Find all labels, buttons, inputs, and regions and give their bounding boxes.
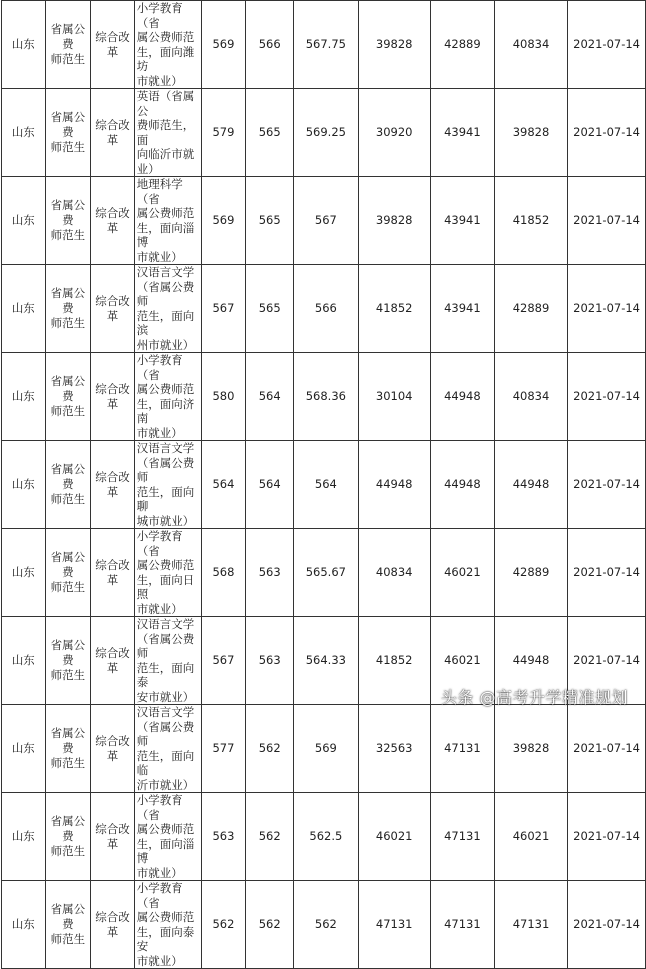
min-score-cell	[246, 441, 294, 529]
batch-cell	[91, 881, 135, 969]
major-cell	[134, 529, 201, 617]
batch-cell-text: 综合改革	[95, 117, 130, 147]
avg-rank-cell-text: 39828	[512, 125, 550, 139]
min-score-cell	[246, 89, 294, 177]
major-cell	[134, 441, 201, 529]
min-rank-cell	[430, 881, 494, 969]
min-score-cell	[246, 177, 294, 265]
min-score-cell-text: 565	[258, 125, 281, 139]
student-type-cell-text: 省属公费 师范生	[50, 286, 86, 330]
avg-score-cell-text: 562.5	[309, 829, 343, 843]
max-score-cell	[201, 793, 245, 881]
student-type-cell	[45, 353, 91, 441]
batch-cell-text: 综合改革	[95, 645, 130, 675]
min-score-cell-text: 564	[258, 389, 281, 403]
table-row	[2, 529, 646, 617]
date-cell	[568, 793, 646, 881]
max-score-cell	[201, 353, 245, 441]
max-rank-cell	[358, 793, 430, 881]
batch-cell-text: 综合改革	[95, 205, 130, 235]
date-cell	[568, 881, 646, 969]
min-score-cell	[246, 617, 294, 705]
batch-cell-text: 综合改革	[95, 733, 130, 763]
avg-score-cell-text: 564.33	[305, 653, 346, 667]
max-rank-cell	[358, 1, 430, 89]
province-cell-text: 山东	[11, 653, 35, 667]
min-score-cell-text: 562	[258, 741, 281, 755]
max-score-cell-text: 579	[212, 125, 235, 139]
avg-rank-cell	[494, 441, 567, 529]
avg-rank-cell	[494, 265, 567, 353]
min-rank-cell-text: 42889	[444, 37, 481, 51]
province-cell	[2, 793, 46, 881]
max-score-cell-text: 577	[212, 741, 235, 755]
student-type-cell-text: 省属公费 师范生	[50, 814, 86, 858]
max-rank-cell-text: 30920	[375, 125, 413, 139]
max-rank-cell-text: 39828	[375, 213, 413, 227]
major-cell	[134, 89, 201, 177]
province-cell-text: 山东	[11, 917, 35, 931]
watermark: 头条 @高考升学精准规划	[440, 688, 628, 707]
date-cell	[568, 529, 646, 617]
max-score-cell	[201, 177, 245, 265]
max-rank-cell	[358, 441, 430, 529]
province-cell	[2, 265, 46, 353]
date-cell	[568, 265, 646, 353]
table-row	[2, 793, 646, 881]
min-rank-cell-text: 46021	[444, 565, 481, 579]
min-score-cell-text: 563	[258, 565, 281, 579]
max-score-cell-text: 569	[212, 213, 235, 227]
max-rank-cell	[358, 881, 430, 969]
student-type-cell-text: 省属公费 师范生	[50, 550, 86, 594]
province-cell-text: 山东	[11, 389, 35, 403]
avg-rank-cell-text: 40834	[512, 389, 550, 403]
avg-score-cell-text: 565.67	[305, 565, 346, 579]
batch-cell	[91, 353, 135, 441]
date-cell-text: 2021-07-14	[573, 213, 640, 227]
table-row	[2, 441, 646, 529]
max-score-cell-text: 580	[212, 389, 235, 403]
max-score-cell	[201, 617, 245, 705]
max-rank-cell	[358, 617, 430, 705]
table-row	[2, 89, 646, 177]
batch-cell	[91, 529, 135, 617]
max-rank-cell	[358, 353, 430, 441]
max-score-cell	[201, 1, 245, 89]
avg-rank-cell-text: 47131	[512, 917, 550, 931]
max-score-cell-text: 569	[212, 37, 235, 51]
min-score-cell-text: 565	[258, 213, 281, 227]
max-score-cell-text: 564	[212, 477, 235, 491]
avg-rank-cell-text: 44948	[512, 477, 550, 491]
max-rank-cell-text: 32563	[375, 741, 413, 755]
batch-cell	[91, 265, 135, 353]
province-cell	[2, 353, 46, 441]
avg-score-cell-text: 567	[314, 213, 337, 227]
max-rank-cell-text: 39828	[375, 37, 413, 51]
major-cell	[134, 177, 201, 265]
avg-score-cell	[294, 617, 358, 705]
max-score-cell	[201, 265, 245, 353]
batch-cell	[91, 89, 135, 177]
min-rank-cell	[430, 177, 494, 265]
avg-rank-cell-text: 41852	[512, 213, 550, 227]
min-score-cell	[246, 265, 294, 353]
avg-score-cell	[294, 89, 358, 177]
table-row	[2, 353, 646, 441]
batch-cell-text: 综合改革	[95, 909, 130, 939]
avg-score-cell	[294, 265, 358, 353]
batch-cell	[91, 617, 135, 705]
batch-cell	[91, 793, 135, 881]
avg-rank-cell	[494, 793, 567, 881]
avg-rank-cell	[494, 529, 567, 617]
max-score-cell	[201, 881, 245, 969]
date-cell-text: 2021-07-14	[573, 37, 640, 51]
max-rank-cell	[358, 89, 430, 177]
major-cell	[134, 793, 201, 881]
min-score-cell-text: 566	[258, 37, 281, 51]
major-cell	[134, 1, 201, 89]
avg-score-cell	[294, 793, 358, 881]
avg-score-cell	[294, 529, 358, 617]
student-type-cell	[45, 793, 91, 881]
avg-rank-cell	[494, 89, 567, 177]
province-cell-text: 山东	[11, 213, 35, 227]
province-cell-text: 山东	[11, 301, 35, 315]
avg-score-cell	[294, 441, 358, 529]
min-score-cell	[246, 1, 294, 89]
avg-score-cell-text: 568.36	[305, 389, 346, 403]
date-cell	[568, 89, 646, 177]
major-cell	[134, 881, 201, 969]
student-type-cell	[45, 881, 91, 969]
student-type-cell-text: 省属公费 师范生	[50, 374, 86, 418]
max-score-cell	[201, 89, 245, 177]
major-cell-text: 小学教育（省 属公费师范 生，面向潍坊 市就业）	[136, 1, 195, 88]
max-rank-cell-text: 46021	[375, 829, 413, 843]
min-rank-cell-text: 44948	[444, 477, 481, 491]
date-cell	[568, 1, 646, 89]
province-cell-text: 山东	[11, 829, 35, 843]
student-type-cell	[45, 89, 91, 177]
avg-rank-cell	[494, 1, 567, 89]
date-cell-text: 2021-07-14	[573, 829, 640, 843]
province-cell-text: 山东	[11, 37, 35, 51]
avg-score-cell	[294, 353, 358, 441]
min-rank-cell	[430, 265, 494, 353]
min-score-cell	[246, 353, 294, 441]
batch-cell-text: 综合改革	[95, 29, 130, 59]
province-cell-text: 山东	[11, 125, 35, 139]
min-rank-cell-text: 43941	[444, 125, 481, 139]
province-cell-text: 山东	[11, 741, 35, 755]
max-score-cell-text: 567	[212, 653, 235, 667]
avg-score-cell-text: 564	[314, 477, 337, 491]
avg-rank-cell-text: 39828	[512, 741, 550, 755]
province-cell	[2, 881, 46, 969]
major-cell-text: 汉语言文学 （省属公费师 范生，面向临 沂市就业）	[136, 705, 195, 792]
student-type-cell-text: 省属公费 师范生	[50, 198, 86, 242]
max-rank-cell-text: 47131	[375, 917, 413, 931]
major-cell-text: 汉语言文学 （省属公费师 范生，面向聊 城市就业）	[136, 441, 195, 528]
avg-rank-cell-text: 40834	[512, 37, 550, 51]
avg-rank-cell-text: 42889	[512, 565, 550, 579]
province-cell	[2, 177, 46, 265]
date-cell	[568, 441, 646, 529]
avg-score-cell-text: 562	[314, 917, 337, 931]
min-rank-cell-text: 47131	[444, 741, 481, 755]
date-cell	[568, 353, 646, 441]
student-type-cell	[45, 1, 91, 89]
batch-cell	[91, 441, 135, 529]
avg-score-cell	[294, 177, 358, 265]
admission-score-table	[1, 0, 646, 969]
min-rank-cell	[430, 353, 494, 441]
date-cell-text: 2021-07-14	[573, 917, 640, 931]
major-cell-text: 小学教育（省 属公费师范 生，面向济南 市就业）	[136, 353, 195, 440]
table-row	[2, 265, 646, 353]
table-row	[2, 881, 646, 969]
max-score-cell	[201, 441, 245, 529]
batch-cell-text: 综合改革	[95, 557, 130, 587]
avg-rank-cell-text: 42889	[512, 301, 550, 315]
province-cell-text: 山东	[11, 477, 35, 491]
max-rank-cell-text: 30104	[375, 389, 413, 403]
avg-rank-cell-text: 44948	[512, 653, 550, 667]
table-body	[2, 1, 646, 969]
min-score-cell-text: 563	[258, 653, 281, 667]
max-score-cell-text: 563	[212, 829, 235, 843]
student-type-cell-text: 省属公费 师范生	[50, 22, 86, 66]
province-cell	[2, 441, 46, 529]
min-rank-cell-text: 47131	[444, 829, 481, 843]
min-score-cell	[246, 881, 294, 969]
avg-rank-cell	[494, 881, 567, 969]
min-score-cell-text: 562	[258, 829, 281, 843]
date-cell	[568, 177, 646, 265]
major-cell-text: 地理科学（省 属公费师范 生，面向淄博 市就业）	[136, 177, 195, 264]
min-rank-cell	[430, 89, 494, 177]
province-cell	[2, 617, 46, 705]
avg-score-cell	[294, 1, 358, 89]
min-rank-cell	[430, 793, 494, 881]
max-score-cell-text: 567	[212, 301, 235, 315]
max-rank-cell-text: 40834	[375, 565, 413, 579]
min-rank-cell-text: 43941	[444, 301, 481, 315]
max-rank-cell-text: 41852	[375, 653, 413, 667]
province-cell	[2, 89, 46, 177]
max-score-cell	[201, 529, 245, 617]
min-score-cell	[246, 793, 294, 881]
student-type-cell	[45, 265, 91, 353]
max-rank-cell	[358, 177, 430, 265]
avg-score-cell	[294, 881, 358, 969]
min-rank-cell	[430, 529, 494, 617]
table-row	[2, 177, 646, 265]
student-type-cell-text: 省属公费 师范生	[50, 638, 86, 682]
avg-rank-cell	[494, 353, 567, 441]
min-rank-cell	[430, 441, 494, 529]
batch-cell	[91, 177, 135, 265]
avg-score-cell-text: 569.25	[305, 125, 346, 139]
date-cell-text: 2021-07-14	[573, 125, 640, 139]
min-score-cell-text: 562	[258, 917, 281, 931]
province-cell-text: 山东	[11, 565, 35, 579]
major-cell-text: 小学教育（省 属公费师范 生，面向淄博 市就业）	[136, 793, 195, 880]
min-score-cell-text: 564	[258, 477, 281, 491]
province-cell	[2, 1, 46, 89]
max-rank-cell-text: 44948	[375, 477, 413, 491]
min-rank-cell-text: 46021	[444, 653, 481, 667]
min-rank-cell	[430, 1, 494, 89]
major-cell-text: 汉语言文学 （省属公费师 范生，面向滨 州市就业）	[136, 265, 195, 352]
batch-cell-text: 综合改革	[95, 469, 130, 499]
major-cell-text: 小学教育（省 属公费师范 生，面向日照 市就业）	[136, 529, 195, 616]
province-cell	[2, 529, 46, 617]
student-type-cell	[45, 617, 91, 705]
min-rank-cell-text: 44948	[444, 389, 481, 403]
major-cell-text: 汉语言文学 （省属公费师 范生，面向泰 安市就业）	[136, 617, 195, 704]
student-type-cell-text: 省属公费 师范生	[50, 462, 86, 506]
min-rank-cell-text: 47131	[444, 917, 481, 931]
date-cell-text: 2021-07-14	[573, 653, 640, 667]
date-cell-text: 2021-07-14	[573, 741, 640, 755]
student-type-cell-text: 省属公费 师范生	[50, 902, 86, 946]
major-cell-text: 英语（省属公 费师范生，面 向临沂市就 业）	[136, 89, 195, 176]
date-cell-text: 2021-07-14	[573, 389, 640, 403]
min-rank-cell-text: 43941	[444, 213, 481, 227]
student-type-cell	[45, 441, 91, 529]
avg-score-cell-text: 567.75	[305, 37, 346, 51]
max-rank-cell	[358, 265, 430, 353]
batch-cell-text: 综合改革	[95, 821, 130, 851]
student-type-cell-text: 省属公费 师范生	[50, 110, 86, 154]
batch-cell-text: 综合改革	[95, 381, 130, 411]
major-cell	[134, 617, 201, 705]
avg-score-cell-text: 569	[314, 741, 337, 755]
avg-rank-cell-text: 46021	[512, 829, 550, 843]
major-cell-text: 小学教育（省 属公费师范 生，面向泰安 市就业）	[136, 881, 195, 968]
student-type-cell-text: 省属公费 师范生	[50, 726, 86, 770]
max-score-cell-text: 568	[212, 565, 235, 579]
student-type-cell	[45, 177, 91, 265]
major-cell	[134, 265, 201, 353]
date-cell-text: 2021-07-14	[573, 301, 640, 315]
table-row	[2, 1, 646, 89]
batch-cell-text: 综合改革	[95, 293, 130, 323]
max-rank-cell-text: 41852	[375, 301, 413, 315]
max-rank-cell	[358, 529, 430, 617]
min-score-cell	[246, 529, 294, 617]
min-score-cell-text: 565	[258, 301, 281, 315]
max-score-cell-text: 562	[212, 917, 235, 931]
date-cell-text: 2021-07-14	[573, 477, 640, 491]
date-cell-text: 2021-07-14	[573, 565, 640, 579]
major-cell	[134, 353, 201, 441]
avg-rank-cell	[494, 177, 567, 265]
student-type-cell	[45, 529, 91, 617]
batch-cell	[91, 1, 135, 89]
avg-score-cell-text: 566	[314, 301, 337, 315]
